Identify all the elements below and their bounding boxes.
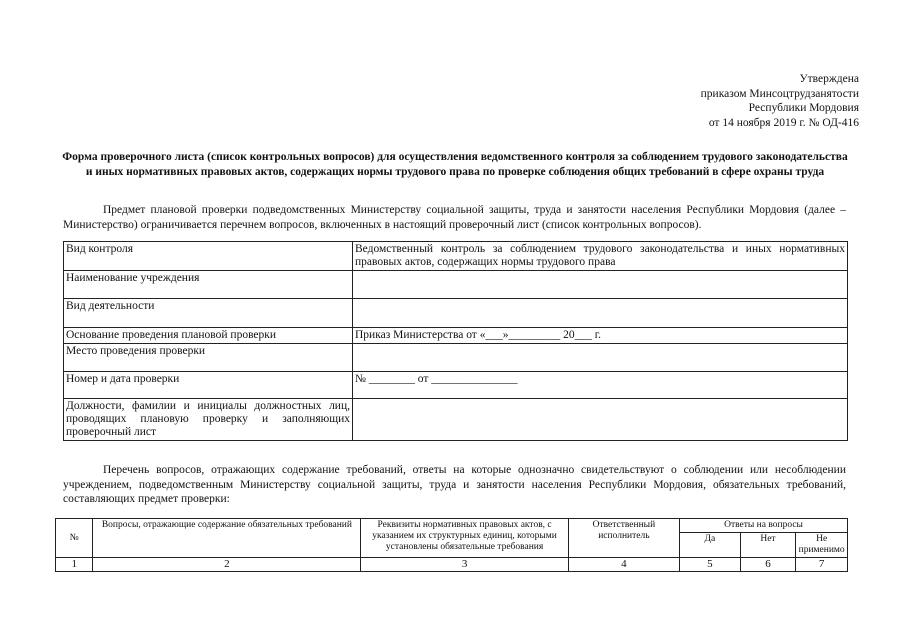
approval-line-4: от 14 ноября 2019 г. № ОД-416 bbox=[708, 116, 859, 129]
approval-stamp bbox=[701, 72, 859, 130]
table-row bbox=[64, 271, 848, 299]
column-number: 3 bbox=[361, 558, 568, 572]
table-header-row bbox=[56, 519, 848, 533]
header-responsible: Ответственный исполнитель bbox=[568, 519, 679, 558]
questions-intro-paragraph: Перечень вопросов, отражающих содержание требований, ответы на которые однозначно свидетельствуют о соблюдении или несоблюдении учреждением, подведомственным Министерству социальной защиты, труда и занятости населения Республики Мордовия, обязательных требований, составляющих предмет проверки: bbox=[63, 464, 846, 505]
table-row bbox=[64, 399, 848, 441]
row-label: Вид контроля bbox=[64, 242, 353, 271]
table-row bbox=[64, 328, 848, 344]
header-yes: Да bbox=[680, 533, 741, 558]
row-label: Основание проведения плановой проверки bbox=[64, 328, 353, 344]
column-numbering-row bbox=[56, 558, 848, 572]
column-number: 6 bbox=[740, 558, 796, 572]
column-number: 4 bbox=[568, 558, 679, 572]
header-answers: Ответы на вопросы bbox=[680, 519, 848, 533]
row-value bbox=[353, 399, 848, 441]
table-row bbox=[64, 242, 848, 271]
row-value: Ведомственный контроль за соблюдением трудового законодательства и иных нормативных правовых актов, содержащих нормы трудового права bbox=[353, 242, 848, 271]
row-label: Вид деятельности bbox=[64, 299, 353, 328]
row-label: Место проведения проверки bbox=[64, 344, 353, 372]
inspection-info-table bbox=[63, 241, 848, 441]
intro-paragraph: Предмет плановой проверки подведомственных Министерству социальной защиты, труда и занятости населения Республики Мордовия (далее – Министерство) ограничивается перечнем вопросов, включенных в настоящий проверочный лист (список контрольных вопросов). bbox=[63, 204, 846, 231]
row-label: Наименование учреждения bbox=[64, 271, 353, 299]
row-value bbox=[353, 299, 848, 328]
row-value: № ________ от _______________ bbox=[353, 372, 848, 399]
row-value bbox=[353, 344, 848, 372]
column-number: 2 bbox=[93, 558, 361, 572]
column-number: 7 bbox=[796, 558, 848, 572]
row-value: Приказ Министерства от «___»_________ 20___ г. bbox=[353, 328, 848, 344]
header-not-applicable: Не применимо bbox=[796, 533, 848, 558]
header-number: № bbox=[56, 519, 93, 558]
header-requisites: Реквизиты нормативных правовых актов, с указанием их структурных единиц, которыми установлены обязательные требования bbox=[361, 519, 568, 558]
column-number: 1 bbox=[56, 558, 93, 572]
header-no: Нет bbox=[740, 533, 796, 558]
table-row bbox=[64, 299, 848, 328]
table-row bbox=[64, 372, 848, 399]
approval-line-3: Республики Мордовия bbox=[748, 102, 859, 114]
row-label: Должности, фамилии и инициалы должностных лиц, проводящих плановую проверку и заполняющих проверочный лист bbox=[64, 399, 353, 441]
questions-table bbox=[55, 518, 848, 572]
document-title: Форма проверочного листа (список контрольных вопросов) для осуществления ведомственного контроля за соблюдением трудового законодательства и иных нормативных правовых актов, содержащих нормы трудового права по проверке соблюдения общих требований в сфере охраны труда bbox=[62, 151, 848, 178]
approval-line-2: приказом Минсоцтрудзанятости bbox=[700, 87, 859, 100]
column-number: 5 bbox=[680, 558, 741, 572]
row-value bbox=[353, 271, 848, 299]
row-label: Номер и дата проверки bbox=[64, 372, 353, 399]
table-row bbox=[64, 344, 848, 372]
header-questions: Вопросы, отражающие содержание обязательных требований bbox=[93, 519, 361, 558]
approval-line-1: Утверждена bbox=[799, 73, 859, 85]
